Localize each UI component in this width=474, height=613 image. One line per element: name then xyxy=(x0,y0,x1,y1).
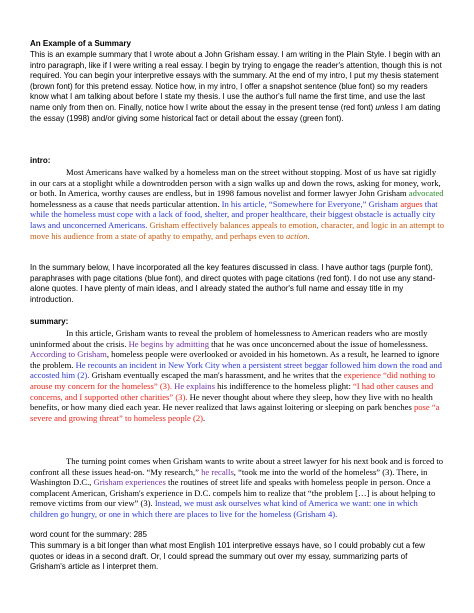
summary-label: summary: xyxy=(30,317,69,326)
summary-1-author-tag-2: According to Grisham xyxy=(30,349,107,360)
summary-1-quote-3: pose “a severe and growing threat” to homeless people (2) xyxy=(30,402,440,423)
intro-snapshot-sentence: In his article, “Somewhere for Everyone,” Grisham xyxy=(221,198,401,209)
summary-1-quote-2: “I had other causes and concerns, and I supported other charities” (3). xyxy=(30,380,434,402)
closing-note-paragraph: This summary is a bit longer than what most English 101 interpretive essays have, so I could probably cut a few quotes or ideas in a second draft. Or, I could spread the summary out over my essay, summarizing parts of Grisham's article as I interpret them. xyxy=(30,541,425,572)
word-count: word count for the summary: 285 xyxy=(30,530,147,539)
intro-thesis-statement: Grisham effectively balances appeals to emotion, character, and logic in an attempt to move his audience from a state of apathy to empathy, and perhaps even to xyxy=(30,219,444,241)
summary-1-text-15: . xyxy=(203,412,206,423)
intro-argues: argues xyxy=(400,198,423,209)
summary-1-text-1: In this article, Grisham wants to reveal the problem of homelessness to American readers who are mostly uninformed about the crisis. xyxy=(30,328,428,349)
intro-note-paragraph xyxy=(30,50,444,124)
intro-advocated: advocated xyxy=(408,188,444,199)
summary-1-text-13: He never thought about where they sleep, how they live with no health benefits, or how many died each year. He never realized that laws against loitering or sleeping on park benches xyxy=(30,391,433,413)
intro-snapshot-sentence-end: that while the homeless must cope with a lack of food, shelter, and proper healthcare, their biggest obstacle is actually city laws and unconcerned Americans. xyxy=(30,198,438,230)
summary-note-paragraph: In the summary below, I have incorporated all the key features discussed in class. I have author tags (purple font), paraphrases with page citations (blue font), and direct quotes with page citations (red font). I do not use any stand-alone quotes. I have plenty of main ideas, and I already stated the author's full name and essay title in my introduction. xyxy=(30,263,436,304)
summary-1-paraphrase-1: He recounts an incident in New York City when a persistent street beggar followed him down the road and accosted him (2). xyxy=(30,359,442,381)
summary-2-text-5: the routines of street life and speaks with homeless people in person. Once a complacent American, Grisham's experience in D.C. compels him to realize that “the problem […] is about helping to remove victims from our view” (3). xyxy=(30,477,436,509)
summary-2-text-1: The turning point comes when Grisham wants to write about a street lawyer for his next book and is forced to confront all these issues head-on. “My research,” xyxy=(30,456,444,477)
summary-1-quote-1: experience “did nothing to arouse my concern for the homeless” (3). xyxy=(30,370,436,391)
summary-2-author-tag-1: he recalls xyxy=(201,466,234,477)
summary-2-paraphrase-1: Instead, we must ask ourselves what kind of America we want: one in which children go hungry, or one in which there are places to live for the homeless (Grisham 4). xyxy=(30,498,418,519)
summary-paragraph-2 xyxy=(30,456,444,520)
intro-note-unless: unless xyxy=(375,102,399,112)
summary-1-text-3: that he was once unconcerned about the issue of homelessness. xyxy=(209,338,428,349)
intro-text-a: Most Americans have walked by a homeless man on the street without stopping. Most of us have sat rigidly in our cars at a stoplight while a downtrodden person with a sign walks up and down the rows, asking for money, work, or both. In America, worthy causes are endless, but in 1998 famous novelist and former lawyer John Grisham xyxy=(30,167,441,199)
intro-note-text-1: This is an example summary that I wrote about a John Grisham essay. I am writing in the Plain Style. I begin with an intro paragraph, like if I were writing a real essay. I begin by trying to engage the reader's attention, though this is not required. You can begin your interpretive essays with the summary. At the end of my intro, I put my thesis statement (brown font) for this pretend essay. Notice how, in my intro, I offer a snapshot sentence (blue font) so my readers know what I am talking about before I state my thesis. I use the author's full name the first time, and use the last name only from then on. Finally, notice how I write about the essay in the present tense (red font) xyxy=(30,50,442,112)
summary-2-text-3: , “took me into the world of the homeless” (3). There, in Washington D.C., xyxy=(30,466,428,488)
summary-1-text-7: Grisham eventually escaped the man's harassment, and he writes that the xyxy=(89,370,344,381)
summary-1-author-tag-1: He begins by admitting xyxy=(128,338,210,349)
summary-1-author-tag-3: He explains xyxy=(174,380,215,391)
document-heading: An Example of a Summary xyxy=(30,39,131,48)
summary-1-text-11: his indifference to the homeless plight: xyxy=(214,380,353,391)
intro-label: intro: xyxy=(30,156,51,165)
intro-thesis-action: action xyxy=(285,230,308,241)
intro-thesis-period: . xyxy=(307,230,310,241)
summary-paragraph-1 xyxy=(30,328,444,423)
intro-text-b: homelessness as a cause that needs particular attention. xyxy=(30,198,222,209)
summary-1-text-5: , homeless people were overlooked or avoided in his hometown. As a result, he learned to ignore the problem. xyxy=(30,349,440,370)
summary-2-author-tag-2: Grisham experiences xyxy=(93,477,166,488)
intro-paragraph xyxy=(30,167,444,241)
intro-note-text-2: I am dating the essay (1998) and/or giving some historical fact or detail about the essay (green font). xyxy=(30,102,441,123)
